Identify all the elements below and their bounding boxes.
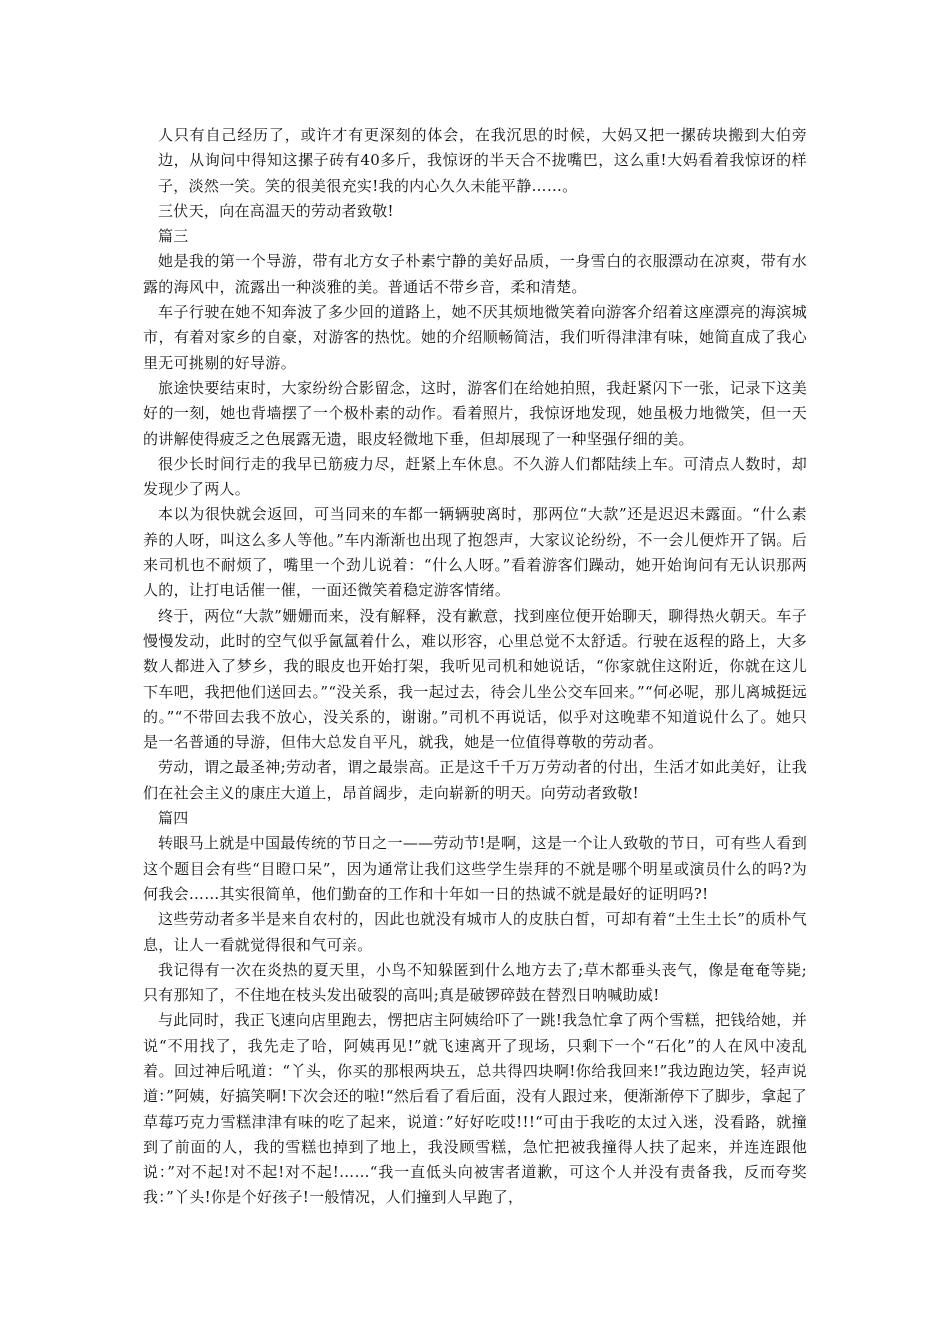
paragraph: 旅途快要结束时，大家纷纷合影留念，这时，游客们在给她拍照，我赶紧闪下一张，记录下这美好的一刻，她也背墙摆了一个极朴素的动作。看着照片，我惊讶地发现，她虽极力地微笑，但一天的讲解使得疲乏之色展露无遗，眼皮轻微地下垂，但却展现了一种坚强仔细的美。 [143, 378, 807, 448]
paragraph: 她是我的第一个导游，带有北方女子朴素宁静的美好品质，一身雪白的衣服漂动在凉爽，带有水露的海风中，流露出一种淡雅的美。普通话不带乡音，柔和清楚。 [143, 252, 807, 296]
paragraph: 转眼马上就是中国最传统的节日之一——劳动节!是啊，这是一个让人致敬的节日，可有些人看到这个题目会有些“目瞪口呆”，因为通常让我们这些学生崇拜的不就是哪个明星或演员什么的吗?为何我会……其实很简单，他们勤奋的工作和十年如一日的热诚不就是最好的证明吗?! [143, 834, 807, 903]
paragraph: 很少长时间行走的我早已筋疲力尽，赶紧上车休息。不久游人们都陆续上车。可清点人数时，却发现少了两人。 [143, 454, 807, 499]
paragraph: 三伏天，向在高温天的劳动者致敬! [158, 201, 394, 220]
paragraph: 终于，两位“大款”姗姗而来，没有解释，没有歉意，找到座位便开始聊天，聊得热火朝天。车子慢慢发动，此时的空气似乎氤氲着什么，难以形容，心里总觉不太舒适。行驶在返程的路上，大多数人都进入了梦乡，我的眼皮也开始打架，我听见司机和她说话，“你家就住这附近，你就在这儿下车吧，我把他们送回去。”“没关系，我一起过去，待会儿坐公交车回来。”“何必呢，那儿离城挺远的。”“不带回去我不放心，没关系的，谢谢。”司机不再说话，似乎对这晚辈不知道说什么了。她只是一名普通的导游，但伟大总发自平凡，就我，她是一位值得尊敬的劳动者。 [143, 606, 807, 752]
paragraph: 劳动，谓之最圣神;劳动者，谓之最崇高。正是这千千万万劳动者的付出，生活才如此美好，让我们在社会主义的康庄大道上，昂首阔步，走向崭新的明天。向劳动者致敬! [143, 758, 807, 802]
paragraph: 与此同时，我正飞速向店里跑去，愣把店主阿姨给吓了一跳!我急忙拿了两个雪糕，把钱给她，并说“不用找了，我先走了哈，阿姨再见!”就飞速离开了现场，只剩下一个“石化”的人在风中凌乱着。回过神后吼道：“丫头，你买的那根两块五，总共得四块啊!你给我回来!”我边跑边笑，轻声说道：”阿姨，好搞笑啊!下次会还的啦!“然后看了看后面，没有人跟过来，便渐渐停下了脚步，拿起了草莓巧克力雪糕津津有味的吃了起来，说道：”好好吃哎!!!“可由于我吃的太过入迷，没看路，就撞到了前面的人，我的雪糕也掉到了地上，我没顾雪糕，急忙把被我撞得人扶了起来，并连连跟他说：”对不起!对不起!对不起!……“我一直低头向被害者道歉，可这个人并没有责备我，反而夸奖我：”丫头!你是个好孩子!一般情况，人们撞到人早跑了， [143, 1011, 807, 1207]
section-heading: 篇三 [158, 227, 189, 246]
paragraph: 人只有自己经历了，或许才有更深刻的体会，在我沉思的时候，大妈又把一摞砖块搬到大伯旁边，从询问中得知这摞子砖有40多斤，我惊讶的半天合不拢嘴巴，这么重!大妈看着我惊讶的样子，淡然一笑。笑的很美很充实!我的内心久久未能平静……。 [158, 126, 807, 195]
paragraph: 本以为很快就会返回，可当同来的车都一辆辆驶离时，那两位“大款”还是迟迟未露面。“什么素养的人呀，叫这么多人等他。”车内渐渐也出现了抱怨声，大家议论纷纷，不一会儿便炸开了锅。后来司机也不耐烦了，嘴里一个劲儿说着：“什么人呀。”看着游客们躁动，她开始询问有无认识那两人的，让打电话催一催，一面还微笑着稳定游客情绪。 [143, 505, 807, 600]
paragraph: 我记得有一次在炎热的夏天里，小鸟不知躲匿到什么地方去了;草木都垂头丧气，像是奄奄等毙;只有那知了，不住地在枝头发出破裂的高叫;真是破锣碎鼓在替烈日呐喊助威! [143, 960, 807, 1005]
section-heading: 篇四 [158, 809, 189, 828]
document-body [143, 123, 807, 1211]
paragraph: 这些劳动者多半是来自农村的，因此也就没有城市人的皮肤白皙，可却有着“土生土长”的质朴气息，让人一看就觉得很和气可亲。 [143, 910, 807, 954]
paragraph: 车子行驶在她不知奔波了多少回的道路上，她不厌其烦地微笑着向游客介绍着这座漂亮的海滨城市，有着对家乡的自豪，对游客的热忱。她的介绍顺畅简洁，我们听得津津有味，她简直成了我心里无可挑剔的好导游。 [143, 303, 807, 372]
